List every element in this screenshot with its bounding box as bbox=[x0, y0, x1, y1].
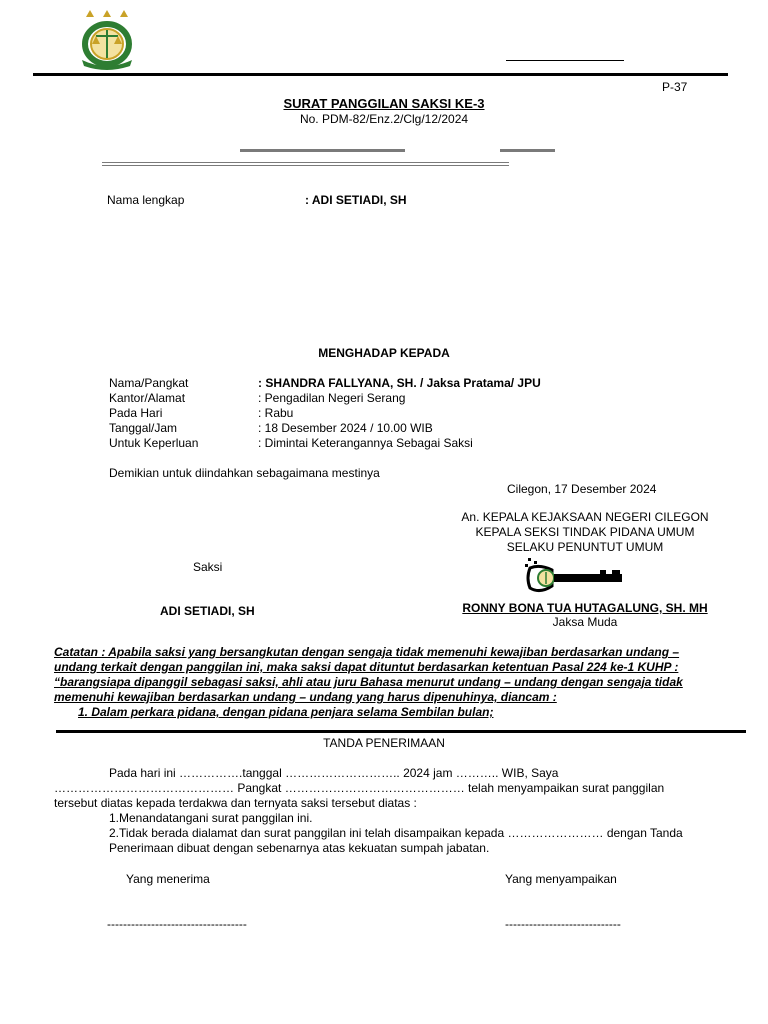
appear-before-heading: MENGHADAP KEPADA bbox=[318, 346, 450, 360]
note-line-1: Catatan : Apabila saksi yang bersangkutan dengan sengaja tidak memenuhi kewajiban berdasarkan undang – bbox=[54, 645, 680, 659]
signer-title-1: An. KEPALA KEJAKSAAN NEGERI CILEGON bbox=[461, 510, 709, 524]
receipt-item-2-line-2: Penerimaan dibuat dengan sebenarnya atas kekuatan sumpah jabatan. bbox=[109, 841, 490, 855]
digital-signature-stamp bbox=[522, 556, 627, 596]
receiver-label: Yang menerima bbox=[126, 872, 210, 886]
appear-label-3: Pada Hari bbox=[109, 406, 163, 420]
top-right-rule bbox=[506, 60, 624, 61]
appear-label-4: Tanggal/Jam bbox=[109, 421, 178, 435]
note-line-3: “barangsiapa dipanggil sebagasi saksi, ahli atau juru Bahasa menurut undang – undang dengan sengaja tidak bbox=[54, 675, 683, 689]
witness-sign-name: ADI SETIADI, SH bbox=[160, 604, 255, 618]
signer-rank: Jaksa Muda bbox=[552, 615, 618, 629]
appear-value-2: : Pengadilan Negeri Serang bbox=[258, 391, 406, 405]
receipt-para-line-3: tersebut diatas kepada terdakwa dan ternyata saksi tersebut diatas : bbox=[54, 796, 417, 810]
header-rule bbox=[33, 73, 728, 76]
appear-label-1: Nama/Pangkat bbox=[109, 376, 189, 390]
witness-name-label: Nama lengkap bbox=[107, 193, 185, 207]
deliverer-signature-line: ----------------------------- bbox=[505, 917, 621, 931]
note-line-4: memenuhi kewajiban berdasarkan undang – undang yang harus dipenuhinya, diancam : bbox=[54, 690, 557, 704]
receipt-heading: TANDA PENERIMAAN bbox=[323, 736, 445, 750]
receipt-rule bbox=[56, 730, 746, 733]
closing-statement: Demikian untuk diindahkan sebagaimana mestinya bbox=[109, 466, 380, 480]
place-date: Cilegon, 17 Desember 2024 bbox=[507, 482, 657, 496]
appear-label-5: Untuk Keperluan bbox=[109, 436, 199, 450]
receipt-para-line-2: ……………………………………… Pangkat ……………………………………… telah menyampaikan surat panggilan bbox=[54, 781, 665, 795]
signer-title-3: SELAKU PENUNTUT UMUM bbox=[506, 540, 664, 554]
appear-value-1: : SHANDRA FALLYANA, SH. / Jaksa Pratama/ JPU bbox=[258, 376, 541, 390]
appear-label-2: Kantor/Alamat bbox=[109, 391, 186, 405]
appear-value-3: : Rabu bbox=[258, 406, 294, 420]
gray-rule-left bbox=[240, 149, 405, 152]
appear-value-5: : Dimintai Keterangannya Sebagai Saksi bbox=[258, 436, 473, 450]
gray-rule-right bbox=[500, 149, 555, 152]
receipt-item-2-line-1: 2.Tidak beradа dialamat dan surat panggilan ini telah disampaikan kepada …………………… dengan Tanda bbox=[109, 826, 683, 840]
note-line-2: undang terkait dengan panggilan ini, maka saksi dapat dituntut berdasarkan ketentuan Pasal 224 ke-1 KUHP : bbox=[54, 660, 679, 674]
form-code: P-37 bbox=[662, 80, 688, 94]
document-title: SURAT PANGGILAN SAKSI KE-3 bbox=[283, 96, 485, 111]
deliverer-label: Yang menyampaikan bbox=[505, 872, 617, 886]
witness-name-value: : ADI SETIADI, SH bbox=[305, 193, 407, 207]
gray-double-rule-2 bbox=[102, 165, 509, 166]
witness-sign-label: Saksi bbox=[193, 560, 223, 574]
receiver-signature-line: ----------------------------------- bbox=[107, 917, 247, 931]
signer-title-2: KEPALA SEKSI TINDAK PIDANA UMUM bbox=[475, 525, 695, 539]
appear-value-4: : 18 Desember 2024 / 10.00 WIB bbox=[258, 421, 433, 435]
kejaksaan-emblem-icon bbox=[72, 8, 142, 70]
receipt-para-line-1: Pada hari ini …………….tanggal ……………………….. 2024 jam ……….. WIB, Saya bbox=[109, 766, 559, 780]
signer-name: RONNY BONA TUA HUTAGALUNG, SH. MH bbox=[462, 601, 708, 615]
note-item-1: 1. Dalam perkara pidana, dengan pidana penjara selama Sembilan bulan; bbox=[78, 705, 494, 719]
document-number: No. PDM-82/Enz.2/Clg/12/2024 bbox=[299, 112, 469, 126]
receipt-item-1: 1.Menandatangani surat panggilan ini. bbox=[109, 811, 313, 825]
gray-double-rule bbox=[102, 162, 509, 163]
